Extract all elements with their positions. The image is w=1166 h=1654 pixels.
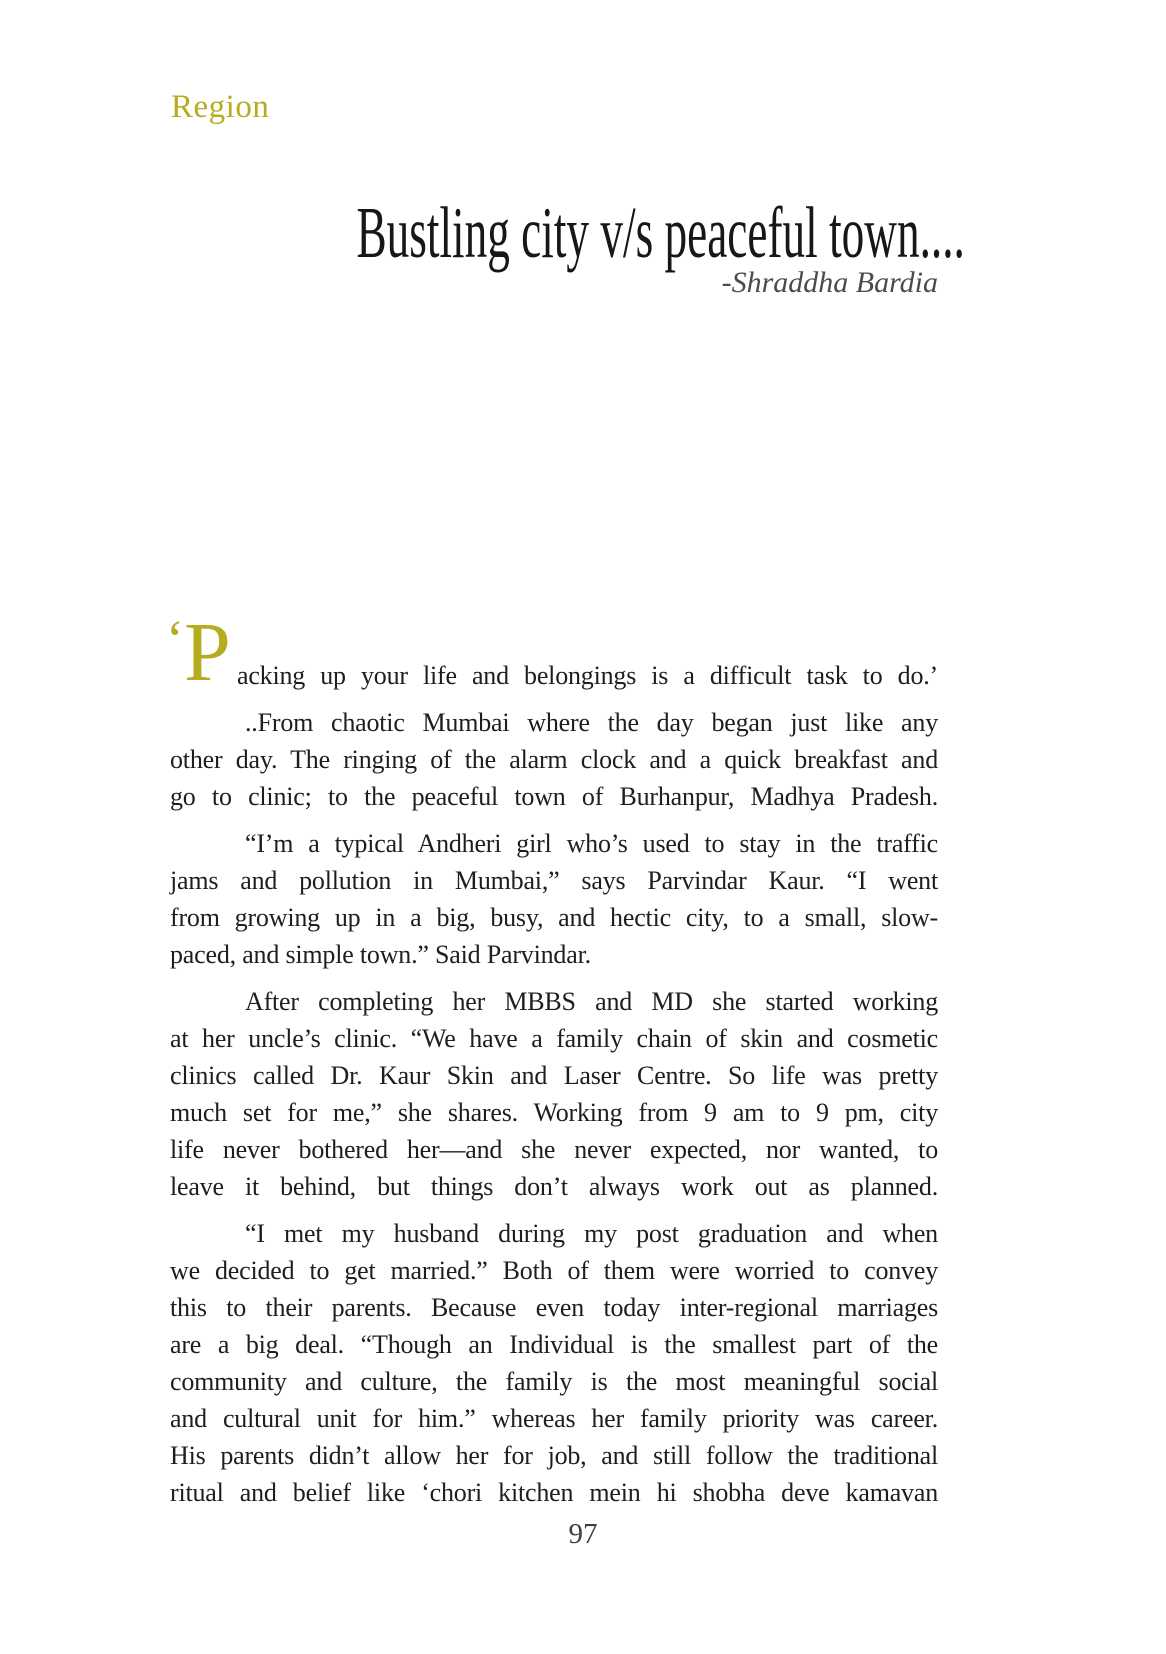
body-line: “I’m a typical Andheri girl who’s used to stay in the traffic — [245, 829, 938, 858]
paragraph — [170, 657, 938, 694]
paragraph — [170, 983, 938, 1205]
drop-cap-quote-mark: ‘ — [166, 609, 184, 669]
body-line: from growing up in a big, busy, and hectic city, to a small, slow- — [170, 903, 938, 932]
body-line: paced, and simple town.” Said Parvindar. — [170, 940, 591, 969]
article-title-wrap — [170, 192, 965, 273]
body-line: life never bothered her—and she never expected, nor wanted, to — [170, 1135, 938, 1164]
body-line: go to clinic; to the peaceful town of Burhanpur, Madhya Pradesh. — [170, 782, 938, 811]
body-line: other day. The ringing of the alarm clock and a quick breakfast and — [170, 745, 938, 774]
article-byline: -Shraddha Bardia — [721, 266, 938, 299]
paragraph — [170, 1215, 938, 1511]
section-label: Region — [171, 89, 270, 125]
body-line: are a big deal. “Though an Individual is the smallest part of the — [170, 1330, 938, 1359]
drop-cap-letter: P — [184, 606, 231, 699]
article-title: Bustling city v/s peaceful town.... — [356, 192, 965, 273]
body-line: leave it behind, but things don’t always work out as planned. — [170, 1172, 938, 1201]
body-line: clinics called Dr. Kaur Skin and Laser Centre. So life was pretty — [170, 1061, 938, 1090]
paragraph — [170, 825, 938, 973]
body-line: jams and pollution in Mumbai,” says Parvindar Kaur. “I went — [170, 866, 938, 895]
body-line: After completing her MBBS and MD she started working — [245, 987, 938, 1016]
body-line: and cultural unit for him.” whereas her family priority was career. — [170, 1404, 938, 1433]
article-body — [170, 657, 938, 1511]
body-line: acking up your life and belongings is a difficult task to do.’ — [237, 661, 938, 690]
body-line: at her uncle’s clinic. “We have a family chain of skin and cosmetic — [170, 1024, 938, 1053]
body-line: much set for me,” she shares. Working from 9 am to 9 pm, city — [170, 1098, 938, 1127]
body-line: this to their parents. Because even today inter-regional marriages — [170, 1293, 938, 1322]
body-line: His parents didn’t allow her for job, and still follow the traditional — [170, 1441, 938, 1470]
body-line: “I met my husband during my post graduation and when — [245, 1219, 938, 1248]
body-line: community and culture, the family is the most meaningful social — [170, 1367, 938, 1396]
body-line: ritual and belief like ‘chori kitchen mein hi shobha deve kamavan — [170, 1478, 938, 1507]
page-number: 97 — [568, 1518, 598, 1550]
body-line: we decided to get married.” Both of them were worried to convey — [170, 1256, 938, 1285]
paragraph — [170, 704, 938, 815]
body-line: ..From chaotic Mumbai where the day began just like any — [245, 708, 938, 737]
